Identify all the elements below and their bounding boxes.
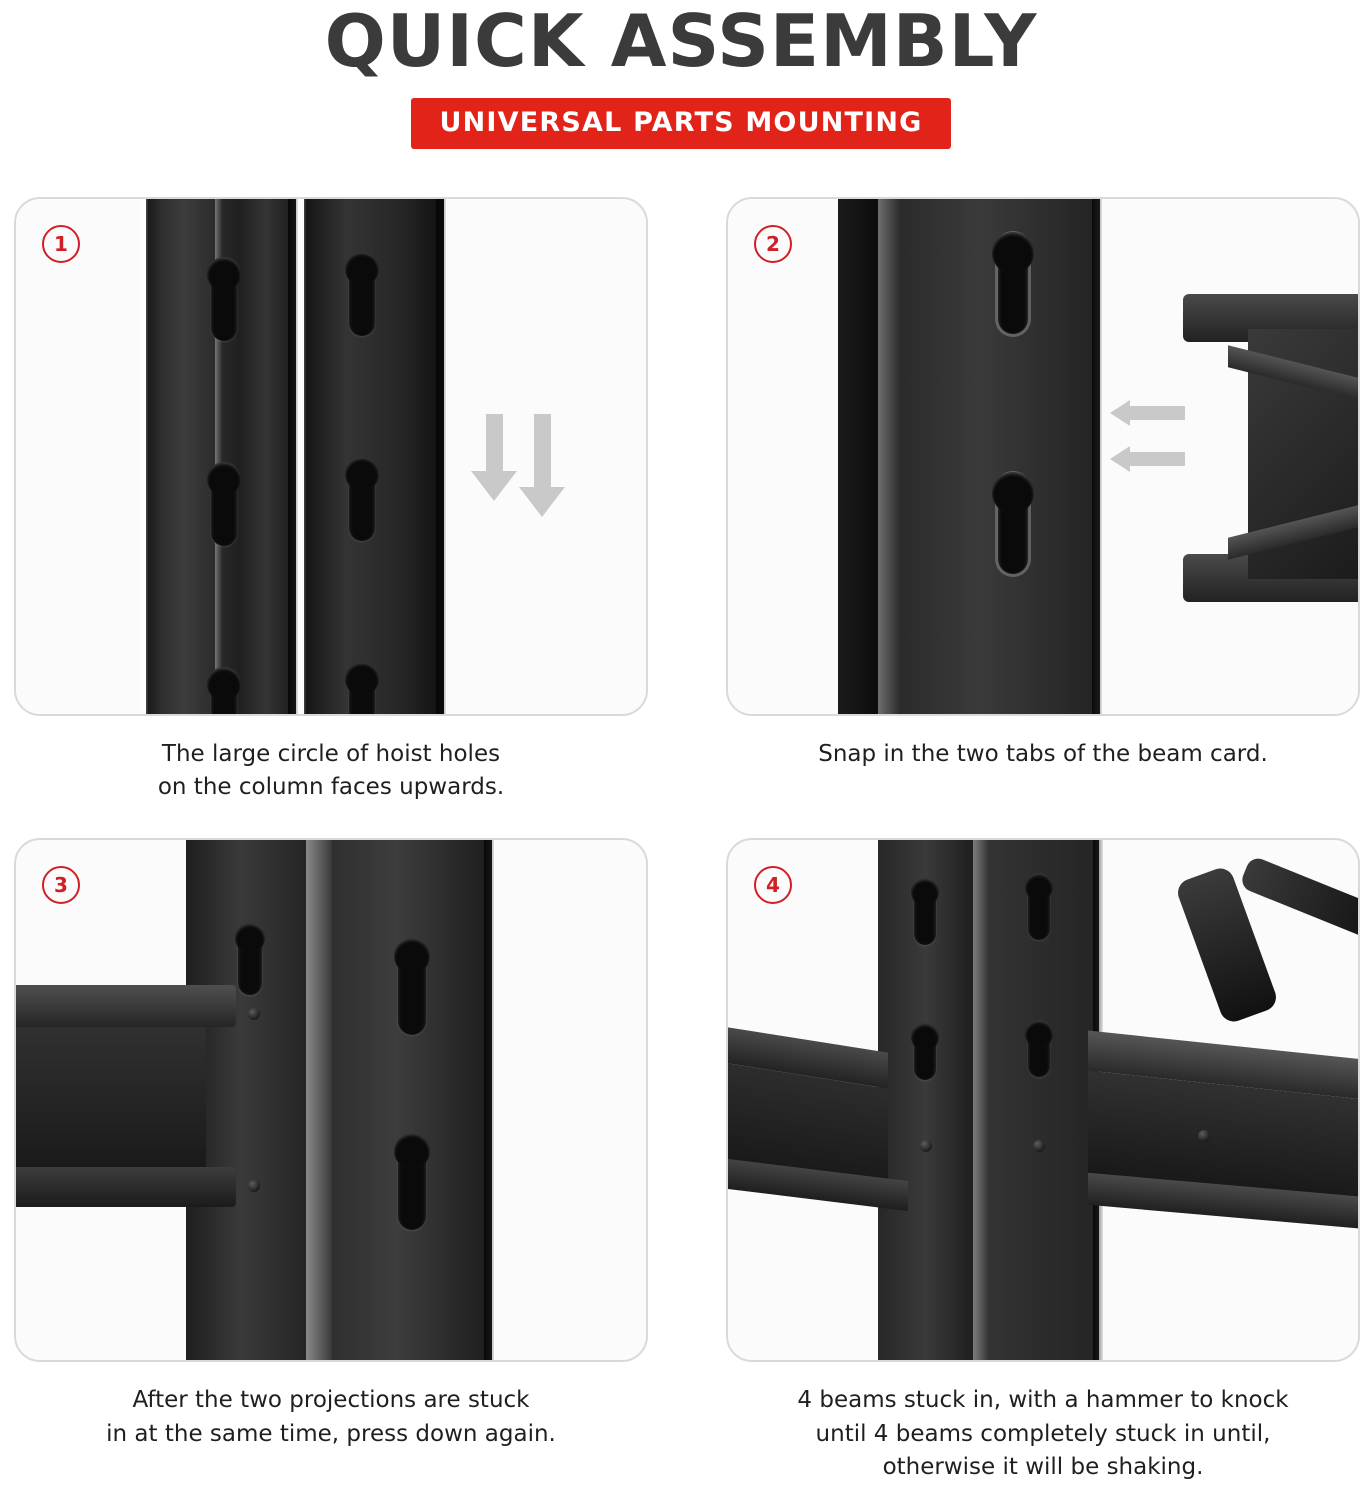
caption-line: The large circle of hoist holes: [161, 740, 501, 767]
column-edge-highlight-left: [142, 197, 148, 716]
step-2-caption: [818, 738, 1268, 771]
keyhole-circle: [235, 923, 265, 953]
keyhole-slot: [349, 459, 375, 541]
step-badge: 3: [42, 866, 80, 904]
column-sheen-strip: [878, 197, 900, 716]
keyhole-circle: [911, 878, 939, 906]
keyhole-slot: [914, 880, 936, 945]
page-title: QUICK ASSEMBLY: [324, 0, 1038, 83]
beam-top-flange: [14, 985, 236, 1027]
keyhole-slot: [998, 474, 1028, 574]
step-card-1: [14, 197, 648, 805]
keyhole-slot: [998, 234, 1028, 334]
steps-grid: [0, 197, 1362, 1485]
step-1-image: [14, 197, 648, 716]
keyhole-slot: [398, 1135, 426, 1230]
keyhole-circle: [992, 232, 1034, 274]
step-badge: 1: [42, 225, 80, 263]
beam-bottom-flange: [14, 1167, 236, 1207]
keyhole-circle: [207, 257, 241, 291]
step-3-image: [14, 838, 648, 1362]
column-face-right: [332, 838, 492, 1362]
keyhole-circle: [345, 457, 379, 491]
step-badge: 4: [754, 866, 792, 904]
keyhole-slot: [1028, 1022, 1050, 1077]
subtitle-banner: UNIVERSAL PARTS MOUNTING: [411, 98, 950, 149]
subtitle-container: [0, 98, 1362, 149]
column-edge-shadow-right: [436, 197, 446, 716]
column-sheen-strip: [973, 838, 989, 1362]
column-edge-shadow: [484, 838, 494, 1362]
caption-line: After the two projections are stuck: [132, 1387, 530, 1414]
step-3-caption: [106, 1384, 556, 1451]
step-4-caption: [797, 1384, 1288, 1484]
step-2-image: [726, 197, 1360, 716]
page-header: [0, 0, 1362, 149]
keyhole-circle: [394, 1133, 430, 1169]
keyhole-circle: [345, 252, 379, 286]
keyhole-circle: [911, 1023, 939, 1051]
keyhole-circle: [1025, 1020, 1053, 1048]
column-back-edge: [838, 197, 878, 716]
keyhole-slot: [914, 1025, 936, 1080]
beam-web: [14, 1027, 206, 1167]
step-badge: 2: [754, 225, 792, 263]
step-4-image: [726, 838, 1360, 1362]
caption-line: until 4 beams completely stuck in until,: [815, 1420, 1271, 1447]
caption-line: Snap in the two tabs of the beam card.: [818, 740, 1268, 767]
keyhole-slot: [211, 669, 237, 716]
keyhole-slot: [349, 254, 375, 336]
step-card-2: [726, 197, 1360, 805]
keyhole-slot: [211, 259, 237, 341]
keyhole-circle: [207, 462, 241, 496]
column-edge-highlight-right: [300, 197, 306, 716]
keyhole-circle: [394, 938, 430, 974]
column-edge-shadow-left: [288, 197, 298, 716]
keyhole-circle: [207, 667, 241, 701]
keyhole-circle: [1025, 873, 1053, 901]
keyhole-circle: [345, 662, 379, 696]
step-card-4: [726, 838, 1360, 1484]
column-sheen-strip: [306, 838, 332, 1362]
keyhole-slot: [349, 664, 375, 716]
keyhole-slot: [398, 940, 426, 1035]
caption-line: 4 beams stuck in, with a hammer to knock: [797, 1387, 1289, 1414]
column-edge-shadow: [1092, 197, 1102, 716]
keyhole-slot: [211, 464, 237, 546]
caption-line: in at the same time, press down again.: [106, 1420, 556, 1447]
keyhole-slot: [1028, 875, 1050, 940]
step-card-3: [14, 838, 648, 1484]
keyhole-slot: [238, 925, 262, 995]
step-1-caption: [158, 738, 504, 805]
keyhole-circle: [992, 472, 1034, 514]
caption-line: on the column faces upwards.: [157, 773, 505, 800]
caption-line: otherwise it will be shaking.: [882, 1453, 1204, 1480]
